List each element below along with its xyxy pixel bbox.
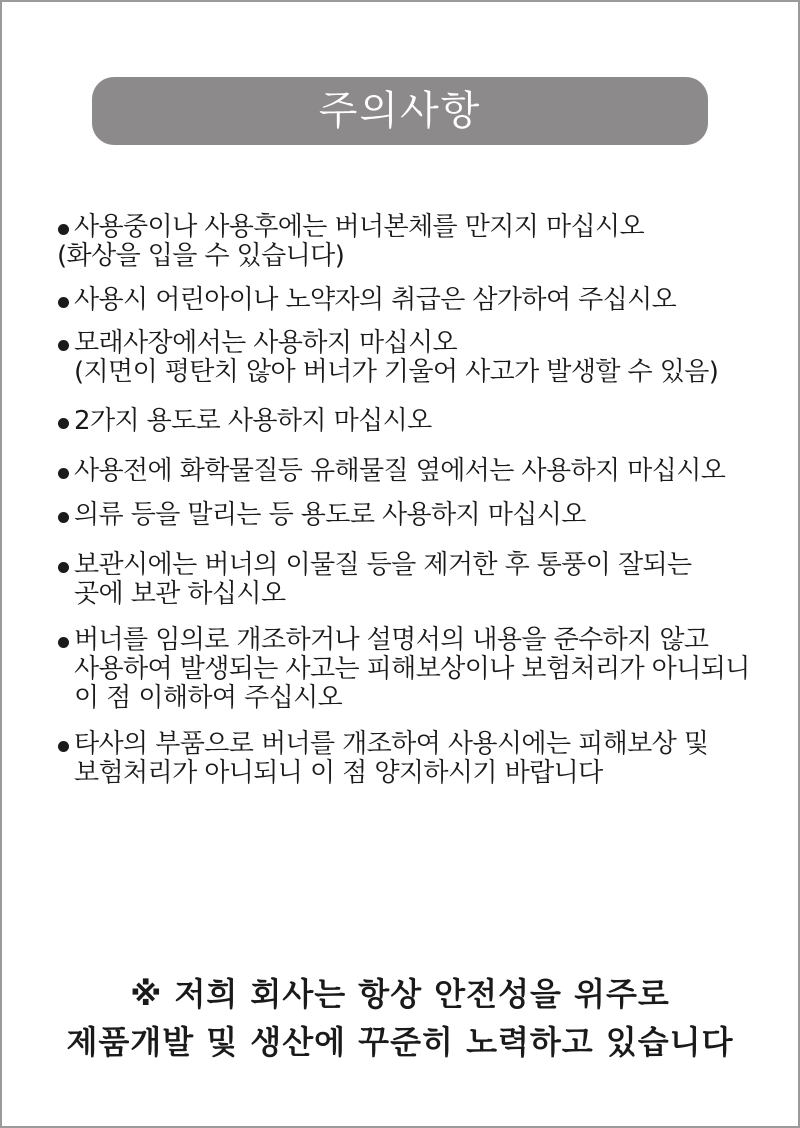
bullet-icon (58, 637, 69, 648)
bullet-icon (58, 741, 69, 752)
caution-item (54, 551, 754, 609)
caution-item (54, 626, 754, 713)
caution-line: 보험처리가 아니되니 이 점 양지하시기 바랍니다 (74, 758, 603, 788)
bullet-icon (58, 468, 69, 479)
caution-line: 버너를 임의로 개조하거나 설명서의 내용을 준수하지 않고 (74, 625, 709, 655)
bullet-icon (58, 512, 69, 523)
caution-item (54, 329, 754, 387)
caution-line: 사용전에 화학물질등 유해물질 옆에서는 사용하지 마십시오 (74, 456, 726, 486)
caution-line: 이 점 이해하여 주십시오 (74, 683, 343, 713)
caution-line: 사용하여 발생되는 사고는 피해보상이나 보험처리가 아니되니 (74, 654, 750, 684)
bullet-icon (58, 297, 69, 308)
caution-line: 사용시 어린아이나 노약자의 취급은 삼가하여 주십시오 (74, 285, 677, 315)
caution-line: 모래사장에서는 사용하지 마십시오 (74, 328, 458, 358)
caution-line: 의류 등을 말리는 등 용도로 사용하지 마십시오 (74, 500, 586, 530)
caution-line: 사용중이나 사용후에는 버너본체를 만지지 마십시오 (74, 212, 645, 242)
caution-item (54, 501, 754, 530)
caution-item (54, 286, 754, 315)
title-banner (92, 77, 708, 145)
bullet-icon (58, 418, 69, 429)
statement-line: ※ 저희 회사는 항상 안전성을 위주로 (130, 975, 670, 1013)
page-title: 주의사항 (318, 88, 482, 134)
caution-line: (화상을 입을 수 있습니다) (57, 241, 345, 271)
bullet-icon (58, 340, 69, 351)
caution-line: 보관시에는 버너의 이물질 등을 제거한 후 통풍이 잘되는 (74, 550, 692, 580)
caution-item (54, 457, 754, 486)
caution-line: (지면이 평탄치 않아 버너가 기울어 사고가 발생할 수 있음) (74, 357, 719, 387)
caution-item (54, 213, 754, 271)
bullet-icon (58, 562, 69, 573)
company-statement (2, 970, 798, 1066)
caution-line: 곳에 보관 하십시오 (74, 579, 286, 609)
caution-line: 타사의 부품으로 버너를 개조하여 사용시에는 피해보상 및 (74, 729, 709, 759)
statement-line: 제품개발 및 생산에 꾸준히 노력하고 있습니다 (66, 1023, 734, 1061)
caution-item (54, 407, 754, 436)
bullet-icon (58, 224, 69, 235)
caution-item (54, 730, 754, 788)
caution-line: 2가지 용도로 사용하지 마십시오 (74, 406, 432, 436)
